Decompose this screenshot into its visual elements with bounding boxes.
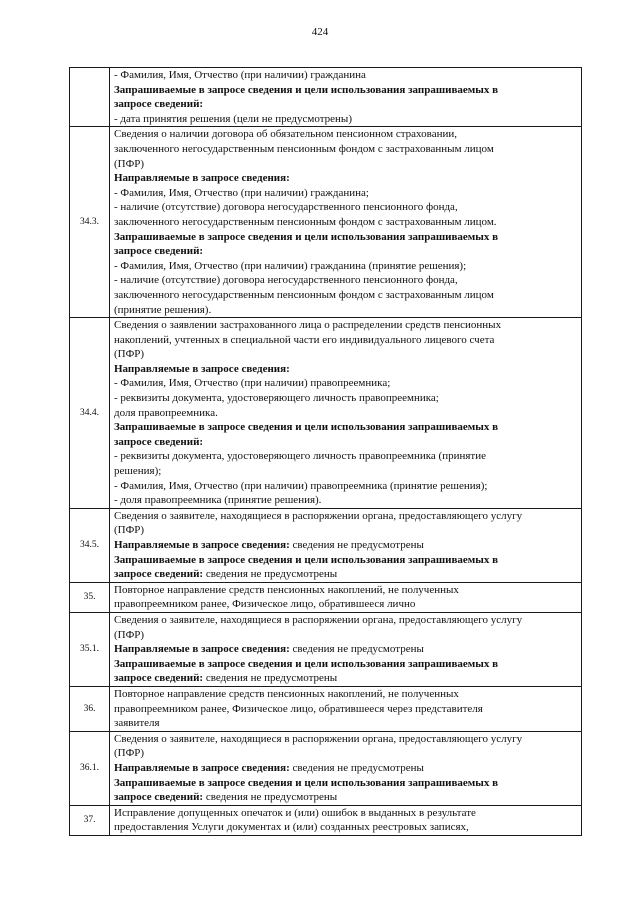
body-text: Сведения о заявителе, находящиеся в распоряжении органа, предоставляющего услугу [114, 732, 523, 745]
body-text: Сведения о заявителе, находящиеся в распоряжении органа, предоставляющего услугу [114, 509, 523, 522]
row-content-cell [110, 127, 582, 318]
text-line [114, 509, 579, 524]
body-text: заключенного негосударственным пенсионным фондом с застрахованным лицом. [114, 215, 497, 228]
bold-heading-text: запросе сведений: [114, 672, 204, 685]
table-row [70, 68, 582, 127]
text-line [114, 127, 579, 142]
row-number-cell: 34.3. [70, 127, 110, 318]
bold-heading-text: Направляемые в запросе сведения: [114, 172, 290, 185]
text-line [114, 215, 579, 230]
body-text: - дата принятия решения (цели не предусмотрены) [114, 112, 352, 125]
page-number: 424 [311, 26, 329, 38]
text-line [114, 333, 579, 348]
text-line [114, 230, 579, 245]
text-line [114, 538, 579, 553]
text-line [114, 347, 579, 362]
text-line [114, 613, 579, 628]
bold-heading-text: Направляемые в запросе сведения: [114, 643, 290, 656]
bold-heading-text: Запрашиваемые в запросе сведения и цели использования запрашиваемых в [114, 776, 499, 789]
body-text: - Фамилия, Имя, Отчество (при наличии) гражданина (принятие решения); [114, 259, 467, 272]
body-text: Повторное направление средств пенсионных накоплений, не полученных [114, 583, 459, 596]
body-text: - Фамилия, Имя, Отчество (при наличии) правопреемника; [114, 377, 391, 390]
text-line [114, 464, 579, 479]
text-line [114, 761, 579, 776]
bold-heading-text: Запрашиваемые в запросе сведения и цели использования запрашиваемых в [114, 421, 499, 434]
text-line [114, 702, 579, 717]
text-line [114, 376, 579, 391]
body-text: (ПФР) [114, 747, 145, 760]
bold-heading-text: Запрашиваемые в запросе сведения и цели использования запрашиваемых в [114, 657, 499, 670]
body-text: заявителя [114, 717, 160, 730]
text-line [114, 776, 579, 791]
text-line [114, 597, 579, 612]
body-text: - наличие (отсутствие) договора негосударственного пенсионного фонда, [114, 274, 458, 287]
text-line [114, 567, 579, 582]
row-content-cell [110, 508, 582, 582]
text-line [114, 112, 579, 127]
body-text: Повторное направление средств пенсионных накоплений, не полученных [114, 687, 459, 700]
body-text: доля правопреемника. [114, 406, 218, 419]
text-line [114, 288, 579, 303]
text-line [114, 628, 579, 643]
bold-heading-text: запросе сведений: [114, 435, 204, 448]
body-text: правопреемником ранее, Физическое лицо, обратившееся через представителя [114, 702, 483, 715]
row-content-cell [110, 318, 582, 509]
services-table [69, 67, 582, 836]
table-body [70, 68, 582, 836]
text-line [114, 449, 579, 464]
bold-heading-text: Запрашиваемые в запросе сведения и цели использования запрашиваемых в [114, 230, 499, 243]
row-number-cell: 34.5. [70, 508, 110, 582]
body-text: сведения не предусмотрены [289, 761, 424, 774]
text-line [114, 391, 579, 406]
table-row [70, 731, 582, 805]
body-text: (ПФР) [114, 157, 145, 170]
body-text: (принятие решения). [114, 303, 212, 316]
table-row [70, 612, 582, 686]
bold-heading-text: запросе сведений: [114, 98, 204, 111]
body-text: (ПФР) [114, 348, 145, 361]
text-line [114, 657, 579, 672]
row-number-cell: 34.4. [70, 318, 110, 509]
text-line [114, 420, 579, 435]
row-number-cell: 37. [70, 805, 110, 835]
body-text: сведения не предусмотрены [289, 539, 424, 551]
body-text: Исправление допущенных опечаток и (или) ошибок в выданных в результате [114, 806, 476, 819]
body-text: Сведения о заявлении застрахованного лица о распределении средств пенсионных [114, 319, 502, 332]
bold-heading-text: Направляемые в запросе сведения: [114, 362, 290, 375]
body-text: накоплений, учтенных в специальной части его индивидуального лицевого счета [114, 333, 495, 346]
text-line [114, 200, 579, 215]
body-text: - реквизиты документа, удостоверяющего личность правопреемника; [114, 392, 439, 405]
body-text: - Фамилия, Имя, Отчество (при наличии) гражданина [114, 69, 366, 81]
text-line [114, 157, 579, 172]
bold-heading-text: Запрашиваемые в запросе сведения и цели использования запрашиваемых в [114, 553, 499, 566]
table-row [70, 508, 582, 582]
row-number-cell: 35. [70, 582, 110, 612]
bold-heading-text: Направляемые в запросе сведения: [114, 539, 290, 551]
text-line [114, 806, 579, 821]
body-text: сведения не предусмотрены [203, 672, 338, 685]
text-line [114, 820, 579, 835]
row-content-cell [110, 582, 582, 612]
text-line [114, 583, 579, 598]
text-line [114, 687, 579, 702]
row-number-cell [70, 68, 110, 127]
table-row [70, 686, 582, 731]
row-content-cell [110, 686, 582, 731]
row-number-cell: 36.1. [70, 731, 110, 805]
text-line [114, 435, 579, 450]
row-content-cell [110, 805, 582, 835]
body-text: сведения не предусмотрены [289, 643, 424, 656]
body-text: правопреемником ранее, Физическое лицо, обратившееся лично [114, 598, 416, 611]
table-row [70, 582, 582, 612]
body-text: заключенного негосударственным пенсионным фондом с застрахованным лицом [114, 288, 494, 301]
text-line [114, 479, 579, 494]
text-line [114, 171, 579, 186]
row-number-cell: 36. [70, 686, 110, 731]
text-line [114, 273, 579, 288]
text-line [114, 186, 579, 201]
body-text: сведения не предусмотрены [203, 791, 338, 804]
body-text: (ПФР) [114, 524, 145, 537]
text-line [114, 244, 579, 259]
body-text: - Фамилия, Имя, Отчество (при наличии) гражданина; [114, 186, 369, 199]
row-content-cell [110, 68, 582, 127]
text-line [114, 553, 579, 568]
body-text: - наличие (отсутствие) договора негосударственного пенсионного фонда, [114, 201, 458, 214]
text-line [114, 406, 579, 421]
body-text: - доля правопреемника (принятие решения). [114, 494, 322, 507]
body-text: (ПФР) [114, 628, 145, 641]
text-line [114, 671, 579, 686]
row-content-cell [110, 612, 582, 686]
body-text: Сведения о заявителе, находящиеся в распоряжении органа, предоставляющего услугу [114, 613, 523, 626]
text-line [114, 716, 579, 731]
text-line [114, 362, 579, 377]
body-text: - Фамилия, Имя, Отчество (при наличии) правопреемника (принятие решения); [114, 479, 488, 492]
bold-heading-text: запросе сведений: [114, 791, 204, 804]
text-line [114, 303, 579, 318]
body-text: - реквизиты документа, удостоверяющего личность правопреемника (принятие [114, 450, 487, 463]
body-text: решения); [114, 465, 162, 478]
row-number-cell: 35.1. [70, 612, 110, 686]
table-row [70, 318, 582, 509]
text-line [114, 732, 579, 747]
table-row [70, 127, 582, 318]
text-line [114, 523, 579, 538]
text-line [114, 68, 579, 83]
bold-heading-text: запросе сведений: [114, 245, 204, 258]
bold-heading-text: Направляемые в запросе сведения: [114, 761, 290, 774]
row-content-cell [110, 731, 582, 805]
text-line [114, 318, 579, 333]
table-row [70, 805, 582, 835]
bold-heading-text: запросе сведений: [114, 568, 204, 581]
text-line [114, 259, 579, 274]
body-text: Сведения о наличии договора об обязательном пенсионном страховании, [114, 128, 457, 141]
text-line [114, 83, 579, 98]
text-line [114, 493, 579, 508]
body-text: заключенного негосударственным пенсионным фондом с застрахованным лицом [114, 142, 494, 155]
text-line [114, 97, 579, 112]
text-line [114, 746, 579, 761]
body-text: предоставления Услуги документах и (или) созданных реестровых записях, [114, 821, 469, 834]
text-line [114, 142, 579, 157]
text-line [114, 642, 579, 657]
bold-heading-text: Запрашиваемые в запросе сведения и цели использования запрашиваемых в [114, 83, 499, 96]
body-text: сведения не предусмотрены [203, 568, 338, 581]
text-line [114, 790, 579, 805]
